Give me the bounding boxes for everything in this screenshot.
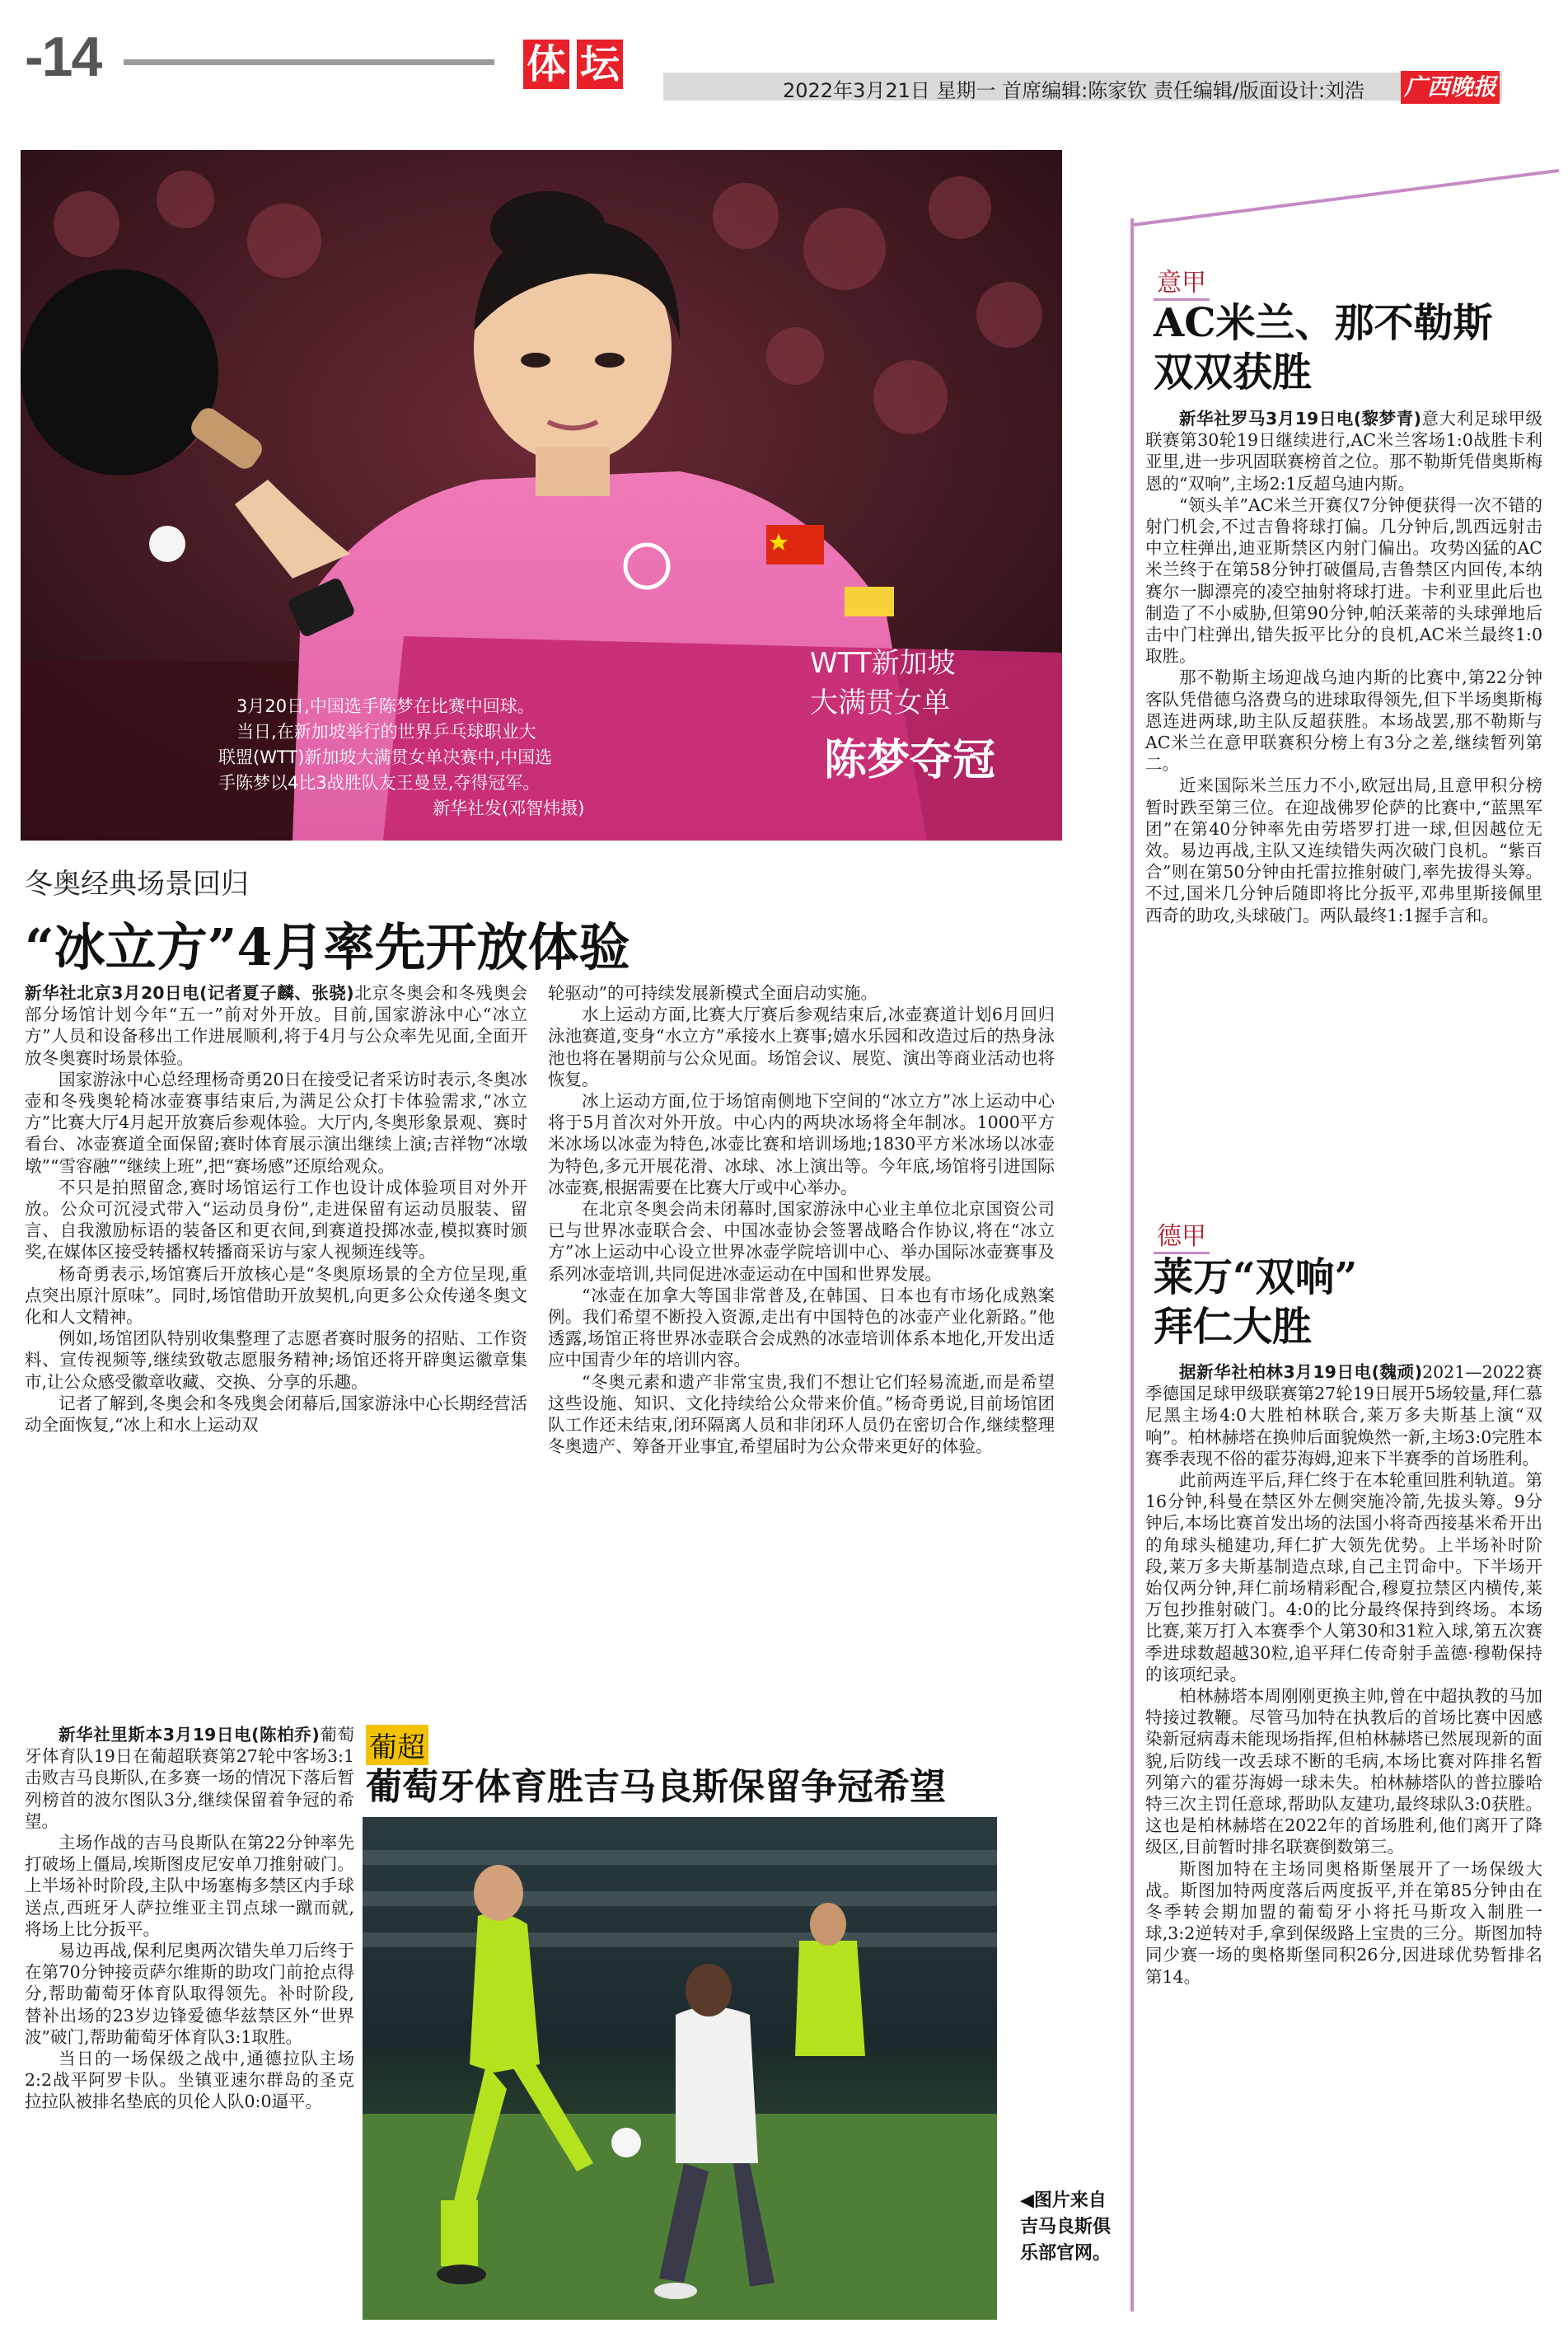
ice-col1-para-2: 国家游泳中心总经理杨奇勇20日在接受记者采访时表示,冬奥冰壶和冬残奥轮椅冰壶赛事结束后,为满足公众打卡体验需求,“冰立方”比赛大厅4月起开放赛后参观体验。大厅内,冬奥形象景观、赛时看台、冰壶赛道全面保留;赛时体育展示演出继续上演;吉祥物“冰墩墩”“雪容融”“继续上班”,把“赛场感”还原给观众。 [25, 1069, 527, 1176]
portugal-para-3: 易边再战,保利尼奥两次错失单刀后终于在第70分钟接贡萨尔维斯的助攻门前抢点得分,帮助葡萄牙体育队取得领先。补时阶段,替补出场的23岁边锋爱德华兹禁区外“世界波”破门,帮助葡萄牙体育队3:1取胜。 [25, 1941, 354, 2047]
photo1-title-line-1: WTT新加坡 [810, 647, 956, 680]
photo1-caption-line-1: 3月20日,中国选手陈梦在比赛中回球。 [236, 696, 535, 716]
portugal-para-2: 主场作战的吉马良斯队在第22分钟率先打破场上僵局,埃斯图皮尼安单刀推射破门。上半场补时阶段,主队中场塞梅多禁区内手球送点,西班牙人萨拉维亚主罚点球一蹴而就,将场上比分扳平。 [25, 1833, 354, 1939]
portugal-para-1 [25, 1724, 354, 1832]
ice-col1-para-6: 记者了解到,冬奥会和冬残奥会闭幕后,国家游泳中心长期经营活动全面恢复,“冰上和水上运动双 [25, 1393, 527, 1436]
milan-para-2: “领头羊”AC米兰开赛仅7分钟便获得一次不错的射门机会,不过吉鲁将球打偏。几分钟后,凯西远射击中立柱弹出,迪亚斯禁区内射门偏出。攻势凶猛的AC米兰终于在第58分钟打破僵局,吉鲁禁区内回传,本纳赛尔一脚漂亮的凌空抽射将球打进。卡利亚里此后也制造了不小威胁,但第90分钟,帕沃莱蒂的头球弹地后击中门柱弹出,错失扳平比分的良机,AC米兰最终1:0取胜。 [1145, 494, 1542, 667]
milan-para-4: 近来国际米兰压力不小,欧冠出局,且意甲积分榜暂时跌至第三位。在迎战佛罗伦萨的比赛中,“蓝黑军团”在第40分钟率先由劳塔罗打进一球,但因越位无效。易边再战,主队又连续错失两次破门良机。“紫百合”则在第50分钟由托雷拉推射破门,率先拔得头筹。不过,国米几分钟后随即将比分扳平,邓弗里斯接佩里西奇的助攻,头球破门。两队最终1:1握手言和。 [1145, 775, 1542, 925]
ice-title: “冰立方”4月率先开放体验 [25, 917, 630, 977]
ice-col2-para-6: “冬奥元素和遗产非常宝贵,我们不想让它们轻易流逝,而是希望这些设施、知识、文化持续给公众带来价值。”杨奇勇说,目前场馆团队工作还未结束,闭环隔离人员和非闭环人员仍在密切合作,继续整理冬奥遗产、筹备开业事宜,希望届时为公众带来更好的体验。 [548, 1371, 1055, 1457]
ice-col2-para-1: 轮驱动”的可持续发展新模式全面启动实施。 [548, 983, 878, 1003]
right-column-rule [1130, 218, 1134, 2312]
ice-kicker: 冬奥经典场景回归 [25, 868, 249, 901]
ice-col1-para-1-text: 北京冬奥会和冬残奥会部分场馆计划今年“五一”前对外开放。目前,国家游泳中心“冰立方”人员和设备移出工作进展顺利,将于4月与公众率先见面,全面开放冬奥赛时场景体验。 [25, 983, 528, 1068]
photo2-caption-line-2: 吉马良斯俱 [1020, 2217, 1112, 2237]
section-char-2: 坛 [577, 40, 623, 89]
table-tennis-photo [21, 150, 1062, 841]
photo2-caption-line-3: 乐部官网。 [1020, 2243, 1112, 2264]
masthead-logo: 广西晚报 [1401, 71, 1500, 104]
bundes-body [1145, 1361, 1542, 1988]
ice-col1-para-4: 杨奇勇表示,场馆赛后开放核心是“冬奥原场景的全方位呈现,重点突出原汁原味”。同时,场馆借助开放契机,向更多公众传递冬奥文化和人文精神。 [25, 1263, 527, 1328]
photo1-big-title: 陈梦夺冠 [824, 735, 996, 785]
ice-col2-para-2: 水上运动方面,比赛大厅赛后参观结束后,冰壶赛道计划6月回归泳池赛道,变身“水立方”承接水上赛事;嬉水乐园和改造过后的热身泳池也将在暑期前与公众见面。场馆会议、展览、演出等商业活动也将恢复。 [548, 1005, 1055, 1089]
bundesliga-tag: 德甲 [1154, 1216, 1210, 1254]
primeira-liga-tag: 葡超 [366, 1725, 428, 1765]
milan-title-line-1: AC米兰、那不勒斯 [1154, 300, 1493, 346]
header-info: 2022年3月21日 星期一 首席编辑:陈家钦 责任编辑/版面设计:刘浩 [783, 79, 1365, 102]
portugal-para-4: 当日的一场保级之战中,通德拉队主场2:2战平阿罗卡队。坐镇亚速尔群岛的圣克拉拉队被排名垫底的贝伦人队0:0逼平。 [25, 2049, 354, 2112]
milan-para-3: 那不勒斯主场迎战乌迪内斯的比赛中,第22分钟客队凭借德乌洛费乌的进球取得领先,但下半场奥斯梅恩连进两球,助主队反超获胜。本场战罢,那不勒斯与AC米兰在意甲联赛积分榜上有3分之差,继续暂列第二。 [1145, 667, 1542, 775]
photo1-caption-line-5: 新华社发(邓智炜摄) [433, 799, 585, 818]
milan-para-1-text: 意大利足球甲级联赛第30轮19日继续进行,AC米兰客场1:0战胜卡利亚里,进一步巩固联赛榜首之位。那不勒斯凭借奥斯梅恩的“双响”,主场2:1反超乌迪内斯。 [1145, 409, 1543, 494]
photo1-title-line-2: 大满贯女单 [810, 686, 950, 719]
serie-a-tag: 意甲 [1154, 262, 1210, 301]
milan-title-line-2: 双双获胜 [1154, 349, 1313, 396]
bundes-title-line-2: 拜仁大胜 [1154, 1304, 1313, 1350]
ice-col1-para-5: 例如,场馆团队特别收集整理了志愿者赛时服务的招贴、工作资料、宣传视频等,继续致敬志愿服务精神;场馆还将开辟奥运徽章集市,让公众感受徽章收藏、交换、分享的乐趣。 [25, 1328, 527, 1392]
photo2-caption-line-1: ◀图片来自 [1020, 2190, 1107, 2211]
portugal-title: 葡萄牙体育胜吉马良斯保留争冠希望 [366, 1766, 946, 1808]
header-rule [124, 59, 494, 65]
bundes-title-line-1: 莱万“双响” [1154, 1254, 1358, 1300]
right-column-divider [1130, 169, 1568, 227]
section-char-1: 体 [523, 40, 569, 89]
ice-col1-para-3: 不只是拍照留念,赛时场馆运行工作也设计成体验项目对外开放。公众可沉浸式带入“运动员身份”,走进保留有运动员服装、留言、自我激励标语的装备区和更衣间,到赛道投掷冰壶,模拟赛时颁奖,在媒体区接受转播权转播商采访与家人视频连线等。 [25, 1177, 527, 1262]
portugal-para-1-text: 葡萄牙体育队19日在葡超联赛第27轮中客场3:1击败吉马良斯队,在多赛一场的情况下落后暂列榜首的波尔图队3分,继续保留着争冠的希望。 [25, 1725, 355, 1831]
photo1-caption-line-4: 手陈梦以4比3战胜队友王曼昱,夺得冠军。 [218, 773, 541, 793]
football-photo-illustration [363, 1817, 997, 2320]
ice-dateline: 新华社北京3月20日电(记者夏子麟、张骁) [25, 983, 354, 1003]
ice-col2-para-5: “冰壶在加拿大等国非常普及,在韩国、日本也有市场化成熟案例。我们希望不断投入资源,走出有中国特色的冰壶产业化新路。”他透露,场馆正将世界冰壶联合会成熟的冰壶培训体系本地化,开发出适应中国青少年的培训内容。 [548, 1285, 1055, 1370]
milan-dateline: 新华社罗马3月19日电(黎梦青) [1179, 409, 1422, 429]
photo1-caption-line-3: 联盟(WTT)新加坡大满贯女单决赛中,中国选 [218, 747, 553, 767]
page-number: -14 [25, 26, 101, 88]
bundes-para-1 [1145, 1361, 1542, 1469]
bundes-para-1-text: 2021—2022赛季德国足球甲级联赛第27轮19日展开5场较量,拜仁慕尼黑主场4:0大胜柏林联合,莱万多夫斯基上演“双响”。柏林赫塔在换帅后面貌焕然一新,主场3:0完胜本赛季表现不俗的霍芬海姆,迎来下半赛季的首场胜利。 [1145, 1362, 1543, 1468]
portugal-body [25, 1724, 354, 2113]
bundes-para-2: 此前两连平后,拜仁终于在本轮重回胜利轨道。第16分钟,科曼在禁区外左侧突施冷箭,先拔头筹。9分钟后,本场比赛首发出场的法国小将奇西接基米希开出的角球头槌建功,拜仁扩大领先优势。上半场补时阶段,莱万多夫斯基制造点球,自己主罚命中。下半场开始仅两分钟,拜仁前场精彩配合,穆夏拉禁区内横传,莱万包抄推射破门。4:0的比分最终保持到终场。本场比赛,莱万打入本赛季个人第30和31粒入球,第五次赛季进球数超越30粒,追平拜仁传奇射手盖德·穆勒保持的该项纪录。 [1145, 1470, 1542, 1684]
portugal-dateline: 新华社里斯本3月19日电(陈柏乔) [59, 1725, 320, 1745]
milan-body [1145, 408, 1542, 926]
ice-col2-para-3: 冰上运动方面,位于场馆南侧地下空间的“冰立方”冰上运动中心将于5月首次对外开放。中心内的两块冰场将全年制冰。1000平方米冰场以冰壶为特色,冰壶比赛和培训场地;1830平方米冰场以冰壶为特色,多元开展花滑、冰球、冰上演出等。今年底,场馆将引进国际冰壶赛,根据需要在比赛大厅或中心举办。 [548, 1091, 1055, 1197]
ice-col-1 [25, 982, 527, 1436]
football-photo [363, 1817, 997, 2320]
ice-col1-para-1 [25, 982, 527, 1069]
photo1-caption-line-2: 当日,在新加坡举行的世界乒乓球职业大 [236, 722, 536, 742]
ice-col2-para-4: 在北京冬奥会尚未闭幕时,国家游泳中心业主单位北京国资公司已与世界冰壶联合会、中国冰壶协会签署战略合作协议,将在“冰立方”冰上运动中心设立世界冰壶学院培训中心、举办国际冰壶赛事及系列冰壶培训,共同促进冰壶运动在中国和世界发展。 [548, 1199, 1055, 1284]
milan-para-1 [1145, 408, 1542, 494]
ice-col-2 [548, 982, 1055, 1457]
bundes-para-3: 柏林赫塔本周刚刚更换主帅,曾在中超执教的马加特接过教鞭。尽管马加特在执教后的首场比赛中因感染新冠病毒未能现场指挥,但柏林赫塔已然展现新的面貌,后防线一改丢球不断的毛病,本场比赛对阵排名暂列第六的霍芬海姆一球未失。柏林赫塔队的普拉滕哈特三次主罚任意球,帮助队友建功,最终球队3:0获胜。这也是柏林赫塔在2022年的首场胜利,他们离开了降级区,目前暂时排名联赛倒数第三。 [1145, 1686, 1542, 1857]
bundes-dateline: 据新华社柏林3月19日电(魏顽) [1179, 1362, 1423, 1382]
bundes-para-4: 斯图加特在主场同奥格斯堡展开了一场保级大战。斯图加特两度落后两度扳平,并在第85分钟由在冬季转会期加盟的葡萄牙小将托马斯攻入制胜一球,3:2逆转对手,拿到保级路上宝贵的三分。斯图加特同少赛一场的奥格斯堡同积26分,因进球优势暂排名第14。 [1145, 1858, 1542, 1987]
